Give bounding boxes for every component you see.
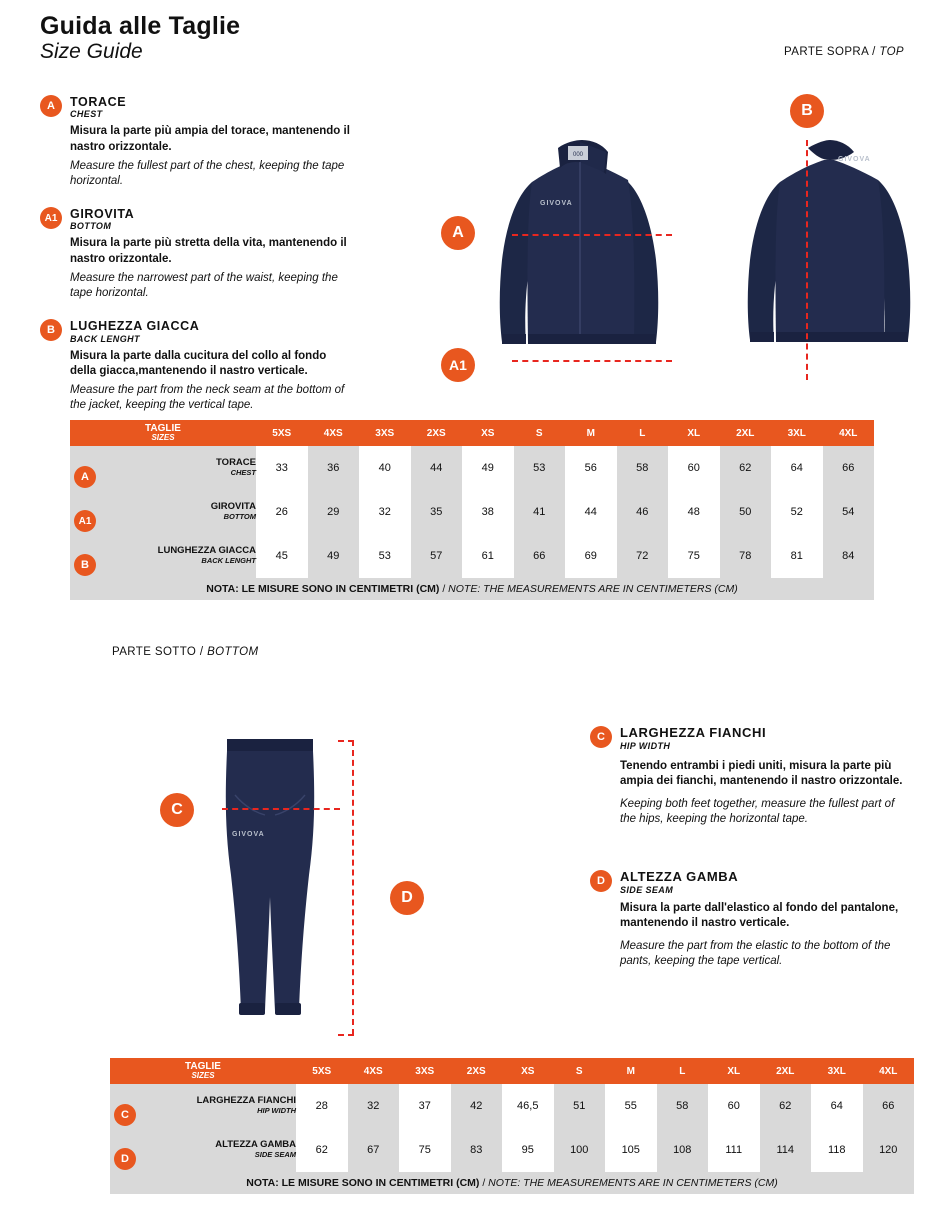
legend-subtitle-sideseam: SIDE SEAM xyxy=(620,884,674,895)
cell-a1-2xs: 35 xyxy=(411,490,463,534)
legend-desc-it-hip: Tenendo entrambi i piedi uniti, misura la parte più ampia dei fianchi, mantenendo il nastro orizzontale. xyxy=(620,759,903,788)
legend-title-hip: LARGHEZZA FIANCHI xyxy=(620,725,767,740)
size-table-top xyxy=(70,420,874,600)
table-bottom-size-10: 3XL xyxy=(811,1058,863,1084)
table-bottom-row-1-label-it: ALTEZZA GAMBA xyxy=(215,1139,296,1151)
table-bottom-note-row xyxy=(110,1172,914,1194)
cell-b-4xl: 84 xyxy=(823,534,875,578)
cell-a1-3xs: 32 xyxy=(359,490,411,534)
table-bottom-header-sizes-en: SIZES xyxy=(191,1071,215,1081)
table-top-row-1-label-it: GIROVITA xyxy=(210,501,256,513)
leg-measure-top-tick xyxy=(338,740,354,742)
cell-a-xl: 60 xyxy=(668,446,720,490)
table-bottom-note-en: NOTE: THE MEASUREMENTS ARE IN CENTIMETERS (CM) xyxy=(488,1177,778,1189)
cell-d-s: 100 xyxy=(554,1128,606,1172)
table-top-note-en: NOTE: THE MEASUREMENTS ARE IN CENTIMETERS (CM) xyxy=(448,583,738,595)
cell-a1-5xs: 26 xyxy=(256,490,308,534)
table-bottom-note: NOTA: LE MISURE SONO IN CENTIMETRI (CM) / NOTE: THE MEASUREMENTS ARE IN CENTIMETERS (CM) xyxy=(110,1172,914,1194)
brand-logo-pants: GIVOVA xyxy=(232,831,265,838)
section-label-bottom: PARTE SOTTO / BOTTOM xyxy=(112,646,259,658)
badge-c-icon: C xyxy=(590,726,612,748)
table-top-size-6: M xyxy=(565,420,617,446)
table-bottom-size-11: 4XL xyxy=(863,1058,915,1084)
badge-b-icon: B xyxy=(40,319,62,341)
legend-title-backlength: LUGHEZZA GIACCA xyxy=(70,319,200,334)
cell-d-l: 108 xyxy=(657,1128,709,1172)
table-bottom-row-1-label xyxy=(110,1128,296,1172)
cell-c-xs: 46,5 xyxy=(502,1084,554,1128)
table-top-row-0-label-it: TORACE xyxy=(216,457,256,469)
size-table-bottom-header xyxy=(110,1058,914,1084)
size-table-bottom xyxy=(110,1058,914,1194)
cell-a1-2xl: 50 xyxy=(720,490,772,534)
chest-measure-line xyxy=(512,234,672,236)
cell-d-xl: 111 xyxy=(708,1128,760,1172)
marker-back-length: B xyxy=(790,94,824,128)
table-top-header-sizes-en: SIZES xyxy=(151,433,175,443)
table-top-row-1-label xyxy=(70,490,256,534)
cell-b-5xs: 45 xyxy=(256,534,308,578)
brand-logo-back: GIVOVA xyxy=(838,156,871,163)
cell-c-m: 55 xyxy=(605,1084,657,1128)
table-top-size-8: XL xyxy=(668,420,720,446)
cell-d-xs: 95 xyxy=(502,1128,554,1172)
leg-measure-bottom-tick xyxy=(338,1034,354,1036)
jacket-front-illustration xyxy=(480,130,680,390)
legend-title-chest: TORACE xyxy=(70,95,127,109)
cell-d-3xs: 75 xyxy=(399,1128,451,1172)
cell-a1-4xs: 29 xyxy=(308,490,360,534)
table-bottom-row-1-label-en: SIDE SEAM xyxy=(254,1150,296,1160)
cell-b-2xs: 57 xyxy=(411,534,463,578)
table-top-size-7: L xyxy=(617,420,669,446)
legend-item-backlength xyxy=(40,319,350,413)
leg-measure-line xyxy=(352,740,354,1035)
cell-a-s: 53 xyxy=(514,446,566,490)
table-bottom-row-0-label-it: LARGHEZZA FIANCHI xyxy=(196,1095,296,1107)
section-label-bottom-it: PARTE SOTTO xyxy=(112,646,197,658)
table-top-row-2-label-en: BACK LENGHT xyxy=(201,556,256,566)
table-top-row-2-label xyxy=(70,534,256,578)
table-badge-d-icon: D xyxy=(114,1148,136,1170)
legend-subtitle-chest: CHEST xyxy=(70,109,103,120)
marker-leg: D xyxy=(390,881,424,915)
legend-desc-it-waist: Misura la parte più stretta della vita, mantenendo il nastro orizzontale. xyxy=(70,237,347,265)
svg-text:000: 000 xyxy=(572,152,584,158)
table-row xyxy=(70,446,874,490)
cell-a-2xs: 44 xyxy=(411,446,463,490)
cell-b-3xs: 53 xyxy=(359,534,411,578)
cell-a-5xs: 33 xyxy=(256,446,308,490)
table-top-row-1-label-en: BOTTOM xyxy=(223,512,256,522)
cell-a-l: 58 xyxy=(617,446,669,490)
table-top-size-3: 2XS xyxy=(411,420,463,446)
table-top-note: NOTA: LE MISURE SONO IN CENTIMETRI (CM) / NOTE: THE MEASUREMENTS ARE IN CENTIMETERS (CM) xyxy=(70,578,874,600)
legend-subtitle-hip: HIP WIDTH xyxy=(620,740,671,751)
cell-a-2xl: 62 xyxy=(720,446,772,490)
cell-a-4xl: 66 xyxy=(823,446,875,490)
section-label-bottom-en: BOTTOM xyxy=(207,646,259,658)
table-row xyxy=(110,1128,914,1172)
legend-item-hip xyxy=(590,726,910,828)
table-bottom-row-0-label-en: HIP WIDTH xyxy=(257,1106,296,1116)
jacket-back-illustration xyxy=(730,132,930,382)
table-top-size-10: 3XL xyxy=(771,420,823,446)
cell-a-m: 56 xyxy=(565,446,617,490)
cell-b-m: 69 xyxy=(565,534,617,578)
table-top-size-11: 4XL xyxy=(823,420,875,446)
table-bottom-size-1: 4XS xyxy=(348,1058,400,1084)
cell-d-4xl: 120 xyxy=(863,1128,915,1172)
cell-c-2xs: 42 xyxy=(451,1084,503,1128)
brand-logo-front: GIVOVA xyxy=(540,200,573,207)
cell-c-2xl: 62 xyxy=(760,1084,812,1128)
legend-top xyxy=(40,95,350,427)
cell-c-3xs: 37 xyxy=(399,1084,451,1128)
table-bottom-note-it: NOTA: LE MISURE SONO IN CENTIMETRI (CM) xyxy=(246,1177,480,1189)
cell-c-3xl: 64 xyxy=(811,1084,863,1128)
cell-a1-m: 44 xyxy=(565,490,617,534)
back-length-measure-line xyxy=(806,140,808,380)
size-table-top-header xyxy=(70,420,874,446)
cell-b-3xl: 81 xyxy=(771,534,823,578)
cell-b-xl: 75 xyxy=(668,534,720,578)
cell-a-4xs: 36 xyxy=(308,446,360,490)
cell-a1-xl: 48 xyxy=(668,490,720,534)
cell-d-m: 105 xyxy=(605,1128,657,1172)
legend-item-waist xyxy=(40,207,350,301)
cell-b-4xs: 49 xyxy=(308,534,360,578)
table-top-size-2: 3XS xyxy=(359,420,411,446)
marker-chest: A xyxy=(441,216,475,250)
table-bottom-row-0-label xyxy=(110,1084,296,1128)
legend-desc-en-backlength: Measure the part from the neck seam at the bottom of the jacket, keeping the vertical tape. xyxy=(70,383,345,412)
table-top-size-9: 2XL xyxy=(720,420,772,446)
cell-a-3xl: 64 xyxy=(771,446,823,490)
legend-title-waist: GIROVITA xyxy=(70,207,135,222)
table-badge-a1-icon: A1 xyxy=(74,510,96,532)
cell-c-s: 51 xyxy=(554,1084,606,1128)
section-label-top-it: PARTE SOPRA xyxy=(784,46,869,58)
table-top-note-it: NOTA: LE MISURE SONO IN CENTIMETRI (CM) xyxy=(206,583,440,595)
table-badge-a-icon: A xyxy=(74,466,96,488)
badge-a1-icon: A1 xyxy=(40,207,62,229)
cell-b-s: 66 xyxy=(514,534,566,578)
table-bottom-size-6: M xyxy=(605,1058,657,1084)
table-bottom-header-sizes-it: TAGLIE xyxy=(185,1061,221,1073)
legend-bottom xyxy=(590,726,910,983)
table-top-row-0-label xyxy=(70,446,256,490)
cell-c-4xs: 32 xyxy=(348,1084,400,1128)
page-subtitle: Size Guide xyxy=(40,40,143,63)
cell-d-2xs: 83 xyxy=(451,1128,503,1172)
table-top-header-sizes-it: TAGLIE xyxy=(145,423,181,435)
table-top-row-2-label-it: LUNGHEZZA GIACCA xyxy=(157,545,256,557)
table-bottom-size-4: XS xyxy=(502,1058,554,1084)
legend-desc-en-hip: Keeping both feet together, measure the fullest part of the hips, keeping the horizontal tape. xyxy=(620,798,895,826)
legend-desc-en-chest: Measure the fullest part of the chest, keeping the tape horizontal. xyxy=(70,159,345,187)
cell-a1-xs: 38 xyxy=(462,490,514,534)
waist-measure-line xyxy=(512,360,672,362)
table-bottom-size-0: 5XS xyxy=(296,1058,348,1084)
table-top-note-row xyxy=(70,578,874,600)
marker-waist: A1 xyxy=(441,348,475,382)
cell-d-2xl: 114 xyxy=(760,1128,812,1172)
legend-subtitle-backlength: BACK LENGHT xyxy=(70,333,140,344)
section-label-top-en: TOP xyxy=(879,46,904,58)
cell-a1-l: 46 xyxy=(617,490,669,534)
table-row xyxy=(110,1084,914,1128)
cell-a1-s: 41 xyxy=(514,490,566,534)
table-top-header-sizes xyxy=(70,420,256,446)
legend-item-chest xyxy=(40,95,350,189)
pants-illustration xyxy=(205,735,335,1040)
table-top-size-4: XS xyxy=(462,420,514,446)
legend-desc-it-sideseam: Misura la parte dall'elastico al fondo del pantalone, mantenendo il nastro verticale. xyxy=(620,901,899,929)
cell-d-4xs: 67 xyxy=(348,1128,400,1172)
cell-b-2xl: 78 xyxy=(720,534,772,578)
cell-a1-3xl: 52 xyxy=(771,490,823,534)
cell-b-xs: 61 xyxy=(462,534,514,578)
table-bottom-size-9: 2XL xyxy=(760,1058,812,1084)
cell-c-l: 58 xyxy=(657,1084,709,1128)
page-title: Guida alle Taglie xyxy=(40,12,241,40)
table-bottom-size-8: XL xyxy=(708,1058,760,1084)
table-top-size-1: 4XS xyxy=(308,420,360,446)
cell-c-4xl: 66 xyxy=(863,1084,915,1128)
table-bottom-size-7: L xyxy=(657,1058,709,1084)
cell-c-5xs: 28 xyxy=(296,1084,348,1128)
legend-desc-en-waist: Measure the narrowest part of the waist, keeping the tape horizontal. xyxy=(70,271,338,299)
cell-d-3xl: 118 xyxy=(811,1128,863,1172)
cell-c-xl: 60 xyxy=(708,1084,760,1128)
cell-d-5xs: 62 xyxy=(296,1128,348,1172)
table-row xyxy=(70,490,874,534)
table-top-row-0-label-en: CHEST xyxy=(230,468,256,478)
cell-a1-4xl: 54 xyxy=(823,490,875,534)
table-bottom-size-3: 2XS xyxy=(451,1058,503,1084)
legend-title-sideseam: ALTEZZA GAMBA xyxy=(620,868,739,884)
legend-desc-it-backlength: Misura la parte dalla cucitura del collo al fondo della giacca,mantenendo il nastro verticale. xyxy=(70,349,327,377)
cell-a-3xs: 40 xyxy=(359,446,411,490)
badge-a-icon: A xyxy=(40,95,62,117)
table-top-size-5: S xyxy=(514,420,566,446)
table-badge-c-icon: C xyxy=(114,1104,136,1126)
marker-hip: C xyxy=(160,793,194,827)
hip-measure-line xyxy=(222,808,340,810)
table-row xyxy=(70,534,874,578)
badge-d-icon: D xyxy=(590,870,612,892)
table-badge-b-icon: B xyxy=(74,554,96,576)
table-bottom-header-sizes xyxy=(110,1058,296,1084)
table-top-size-0: 5XS xyxy=(256,420,308,446)
cell-a-xs: 49 xyxy=(462,446,514,490)
legend-item-sideseam xyxy=(590,870,910,970)
table-bottom-size-2: 3XS xyxy=(399,1058,451,1084)
section-label-top: PARTE SOPRA / TOP xyxy=(784,46,904,58)
legend-desc-it-chest: Misura la parte più ampia del torace, mantenendo il nastro orizzontale. xyxy=(70,125,350,153)
cell-b-l: 72 xyxy=(617,534,669,578)
legend-desc-en-sideseam: Measure the part from the elastic to the bottom of the pants, keeping the tape vertical. xyxy=(620,939,891,968)
table-bottom-size-5: S xyxy=(554,1058,606,1084)
legend-subtitle-waist: BOTTOM xyxy=(70,221,112,232)
